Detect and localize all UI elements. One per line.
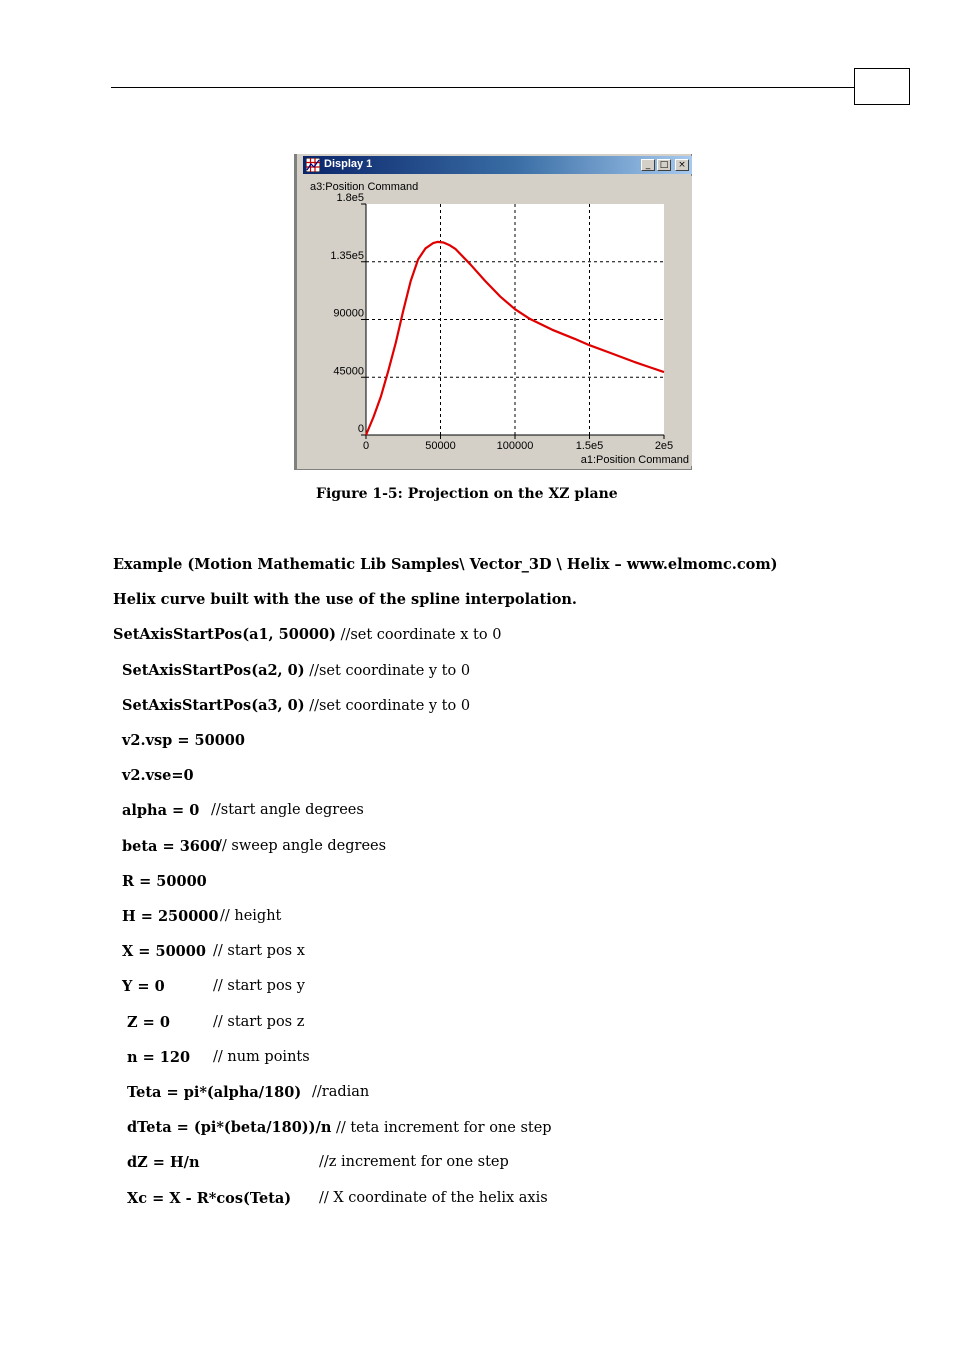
code-line — [122, 767, 194, 784]
code-line — [113, 626, 501, 643]
code-line — [122, 697, 470, 714]
grid-icon — [306, 158, 320, 172]
maximize-icon[interactable]: □ — [657, 159, 671, 171]
code-statement: Helix curve built with the use of the spline interpolation. — [113, 591, 577, 608]
code-comment: // teta increment for one step — [331, 1120, 552, 1136]
code-comment: //start angle degrees — [211, 802, 364, 818]
code-statement: dTeta = (pi*(beta/180))/n — [127, 1119, 332, 1136]
y-tick-label: 0 — [357, 423, 364, 435]
code-line — [122, 978, 165, 995]
y-axis-label: a3:Position Command — [310, 181, 419, 193]
code-statement: Z = 0 — [127, 1014, 170, 1031]
y-tick-label: 1.8e5 — [336, 192, 364, 204]
x-tick-label: 0 — [362, 440, 370, 452]
minimize-icon[interactable]: _ — [641, 159, 655, 171]
code-line — [127, 1014, 170, 1031]
code-statement: SetAxisStartPos(a1, 50000) — [113, 626, 336, 643]
code-comment: //set coordinate x to 0 — [335, 627, 502, 643]
code-statement: X = 50000 — [122, 943, 206, 960]
code-statement: Teta = pi*(alpha/180) — [127, 1084, 302, 1101]
code-line — [122, 873, 207, 890]
code-line — [122, 838, 220, 855]
code-comment: // start pos x — [213, 943, 305, 959]
code-line — [113, 556, 778, 573]
code-statement: v2.vsp = 50000 — [122, 732, 245, 749]
position-chart — [303, 176, 692, 466]
code-line — [122, 943, 206, 960]
code-line — [122, 908, 218, 925]
code-comment: //set coordinate y to 0 — [304, 663, 471, 679]
code-statement: alpha = 0 — [122, 802, 200, 819]
y-tick-label: 1.35e5 — [330, 249, 364, 262]
code-statement: v2.vse=0 — [122, 767, 194, 784]
code-comment: //radian — [312, 1084, 370, 1100]
x-tick-label: 50000 — [425, 440, 456, 452]
chart-area — [303, 176, 692, 466]
header-rule — [111, 87, 854, 88]
code-comment: //set coordinate y to 0 — [304, 698, 471, 714]
code-comment: // height — [220, 908, 282, 924]
x-axis-label: a1:Position Command — [580, 454, 689, 466]
code-line — [122, 802, 199, 819]
code-line — [127, 1084, 301, 1101]
code-statement: Y = 0 — [122, 978, 165, 995]
code-comment: //z increment for one step — [319, 1154, 509, 1170]
code-line — [122, 662, 470, 679]
code-line — [127, 1190, 291, 1207]
x-tick-label: 2e5 — [654, 440, 674, 452]
code-comment: // X coordinate of the helix axis — [319, 1190, 548, 1206]
code-statement: beta = 3600 — [122, 838, 221, 855]
code-statement: dZ = H/n — [127, 1154, 200, 1171]
code-statement: R = 50000 — [122, 873, 207, 890]
window-titlebar[interactable] — [303, 156, 692, 174]
display-window[interactable] — [294, 154, 692, 470]
code-statement: Example (Motion Mathematic Lib Samples\ Vector_3D \ Helix – www.elmomc.com) — [113, 556, 778, 573]
code-comment: // sweep angle degrees — [217, 838, 387, 854]
window-title: Display 1 — [324, 158, 373, 170]
page-number-box — [854, 68, 910, 105]
code-statement: SetAxisStartPos(a3, 0) — [122, 697, 305, 714]
code-line — [127, 1049, 190, 1066]
code-statement: Xc = X - R*cos(Teta) — [127, 1190, 292, 1207]
figure-caption: Figure 1-5: Projection on the XZ plane — [316, 486, 618, 502]
close-icon[interactable]: × — [675, 159, 689, 171]
code-statement: n = 120 — [127, 1049, 191, 1066]
code-line — [127, 1119, 552, 1136]
code-comment: // start pos y — [213, 978, 305, 994]
x-tick-label: 1.5e5 — [575, 440, 604, 452]
code-comment: // start pos z — [213, 1014, 305, 1030]
y-tick-label: 90000 — [333, 307, 364, 320]
x-tick-label: 100000 — [496, 440, 534, 452]
code-statement: H = 250000 — [122, 908, 219, 925]
code-line — [113, 591, 577, 608]
code-line — [127, 1154, 200, 1171]
code-comment: // num points — [213, 1049, 310, 1065]
code-line — [122, 732, 245, 749]
y-tick-label: 45000 — [333, 365, 364, 378]
code-statement: SetAxisStartPos(a2, 0) — [122, 662, 305, 679]
